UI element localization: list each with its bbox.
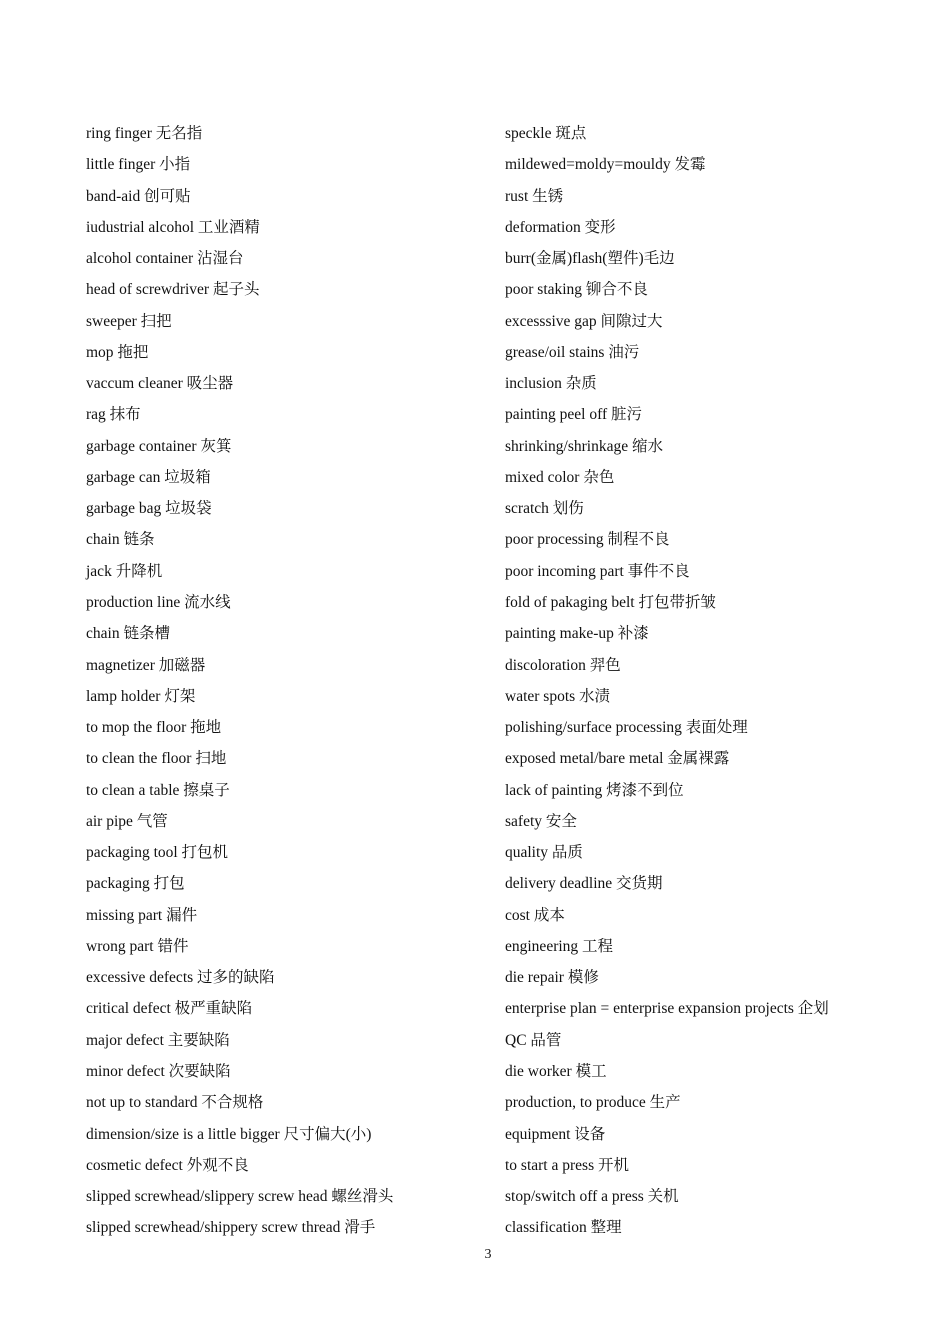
vocabulary-entry: quality 品质 xyxy=(505,844,583,862)
vocabulary-entry: air pipe 气管 xyxy=(86,812,168,830)
page-number: 3 xyxy=(484,1247,492,1262)
vocabulary-entry: enterprise plan = enterprise expansion projects 企划 xyxy=(505,1000,829,1018)
vocabulary-entry: mildewed=moldy=mouldy 发霉 xyxy=(505,156,706,174)
vocabulary-entry: magnetizer 加磁器 xyxy=(86,656,206,674)
vocabulary-entry: deformation 变形 xyxy=(505,218,616,236)
vocabulary-entry: burr(金属)flash(塑件)毛边 xyxy=(505,250,675,268)
vocabulary-entry: production line 流水线 xyxy=(86,593,231,611)
vocabulary-entry: die worker 模工 xyxy=(505,1062,607,1080)
vocabulary-column-left xyxy=(86,121,486,1247)
vocabulary-entry: garbage container 灰箕 xyxy=(86,437,232,455)
vocabulary-entry: lack of painting 烤漆不到位 xyxy=(505,781,684,799)
vocabulary-entry: rag 抹布 xyxy=(86,406,141,424)
vocabulary-entry: not up to standard 不合规格 xyxy=(86,1094,264,1112)
vocabulary-entry: excesssive gap 间隙过大 xyxy=(505,312,663,330)
vocabulary-entry: missing part 漏件 xyxy=(86,906,198,924)
vocabulary-entry: garbage bag 垃圾袋 xyxy=(86,500,212,518)
vocabulary-entry: head of screwdriver 起子头 xyxy=(86,281,260,299)
vocabulary-entry: chain 链条 xyxy=(86,531,155,549)
vocabulary-entry: rust 生锈 xyxy=(505,187,564,205)
vocabulary-entry: garbage can 垃圾箱 xyxy=(86,468,211,486)
vocabulary-entry: slipped screwhead/slippery screw head 螺丝滑头 xyxy=(86,1188,394,1206)
vocabulary-entry: speckle 斑点 xyxy=(505,125,587,142)
vocabulary-entry: polishing/surface processing 表面处理 xyxy=(505,719,748,737)
vocabulary-entry: to mop the floor 拖地 xyxy=(86,719,222,737)
vocabulary-entry: exposed metal/bare metal 金属裸露 xyxy=(505,750,730,768)
vocabulary-entry: excessive defects 过多的缺陷 xyxy=(86,969,275,987)
vocabulary-entry: iudustrial alcohol 工业酒精 xyxy=(86,218,260,236)
vocabulary-entry: shrinking/shrinkage 缩水 xyxy=(505,437,663,455)
vocabulary-entry: painting peel off 脏污 xyxy=(505,406,643,424)
vocabulary-entry: production, to produce 生产 xyxy=(505,1094,681,1112)
vocabulary-entry: inclusion 杂质 xyxy=(505,375,597,393)
vocabulary-entry: sweeper 扫把 xyxy=(86,312,172,330)
vocabulary-entry: little finger 小指 xyxy=(86,156,191,174)
vocabulary-entry: delivery deadline 交货期 xyxy=(505,875,663,893)
vocabulary-entry: engineering 工程 xyxy=(505,937,614,955)
vocabulary-entry: poor processing 制程不良 xyxy=(505,531,670,549)
vocabulary-entry: discoloration 羿色 xyxy=(505,656,621,674)
vocabulary-entry: ring finger 无名指 xyxy=(86,125,203,142)
vocabulary-column-right xyxy=(505,121,925,1247)
vocabulary-entry: packaging 打包 xyxy=(86,875,185,893)
vocabulary-entry: scratch 划伤 xyxy=(505,500,584,518)
vocabulary-entry: cosmetic defect 外观不良 xyxy=(86,1156,249,1174)
vocabulary-entry: fold of pakaging belt 打包带折皱 xyxy=(505,593,716,611)
vocabulary-entry: painting make-up 补漆 xyxy=(505,625,649,643)
vocabulary-entry: jack 升降机 xyxy=(86,562,163,580)
vocabulary-entry: safety 安全 xyxy=(505,812,577,830)
vocabulary-entry: wrong part 错件 xyxy=(86,937,189,955)
vocabulary-entry: stop/switch off a press 关机 xyxy=(505,1188,679,1206)
vocabulary-entry: chain 链条槽 xyxy=(86,625,170,643)
vocabulary-entry: alcohol container 沾湿台 xyxy=(86,250,244,268)
vocabulary-entry: mop 拖把 xyxy=(86,343,149,361)
vocabulary-entry: to start a press 开机 xyxy=(505,1156,629,1174)
vocabulary-entry: QC 品管 xyxy=(505,1031,562,1049)
vocabulary-entry: critical defect 极严重缺陷 xyxy=(86,1000,253,1018)
vocabulary-entry: slipped screwhead/shippery screw thread 滑手 xyxy=(86,1219,376,1237)
vocabulary-entry: vaccum cleaner 吸尘器 xyxy=(86,375,234,393)
vocabulary-entry: dimension/size is a little bigger 尺寸偏大(小) xyxy=(86,1125,372,1143)
vocabulary-entry: grease/oil stains 油污 xyxy=(505,343,640,361)
vocabulary-entry: water spots 水渍 xyxy=(505,687,611,705)
vocabulary-entry: to clean the floor 扫地 xyxy=(86,750,227,768)
vocabulary-entry: major defect 主要缺陷 xyxy=(86,1031,230,1049)
vocabulary-entry: classification 整理 xyxy=(505,1219,622,1237)
vocabulary-entry: poor staking 铆合不良 xyxy=(505,281,648,299)
vocabulary-entry: lamp holder 灯架 xyxy=(86,687,196,705)
vocabulary-entry: die repair 模修 xyxy=(505,969,599,987)
vocabulary-entry: cost 成本 xyxy=(505,906,565,924)
vocabulary-entry: packaging tool 打包机 xyxy=(86,844,229,862)
vocabulary-entry: mixed color 杂色 xyxy=(505,468,615,486)
vocabulary-entry: poor incoming part 事件不良 xyxy=(505,562,690,580)
vocabulary-entry: equipment 设备 xyxy=(505,1125,606,1143)
vocabulary-entry: minor defect 次要缺陷 xyxy=(86,1062,231,1080)
vocabulary-entry: band-aid 创可贴 xyxy=(86,187,191,205)
vocabulary-entry: to clean a table 擦桌子 xyxy=(86,781,230,799)
